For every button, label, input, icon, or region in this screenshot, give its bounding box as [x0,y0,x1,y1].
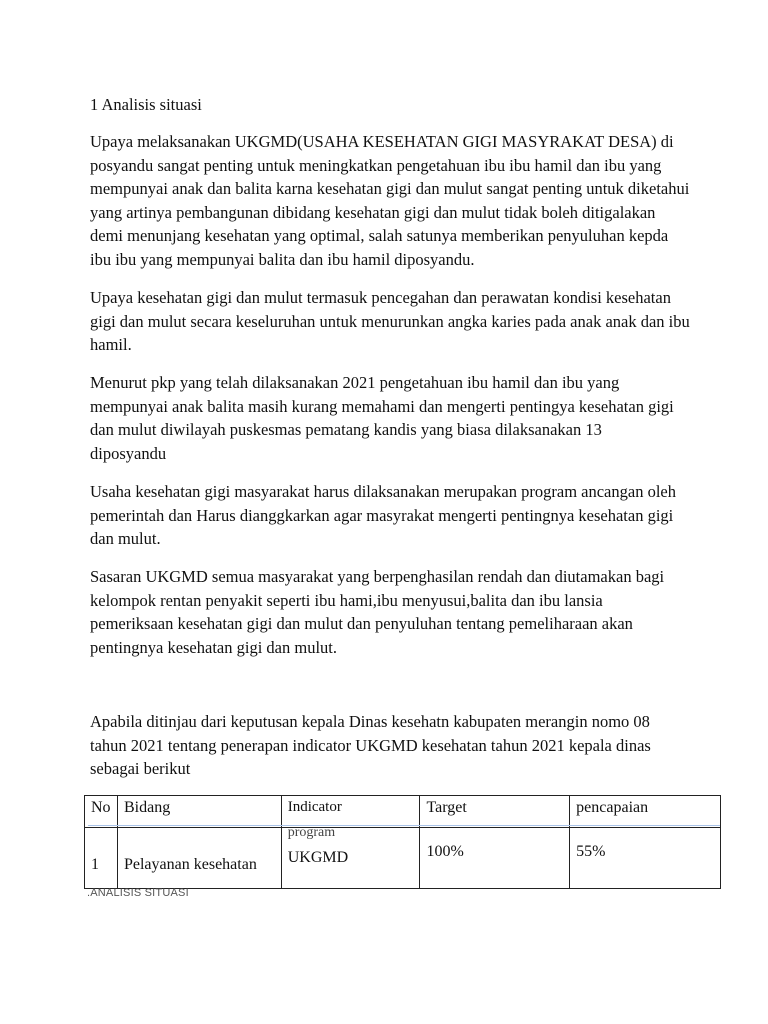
header-bidang: Bidang [117,796,281,828]
cell-target [420,828,570,889]
page-caption: .ANALISIS SITUASI [87,887,189,899]
paragraph-6: Apabila ditinjau dari keputusan kepala Dinas kesehatn kabupaten merangin nomo 08 tahun 2021 tentang penerapan indicator UKGMD kesehatan tahun 2021 kepala dinas sebagai berikut [90,712,651,778]
cell-pencapaian [570,828,721,889]
header-target: Target [420,796,570,828]
header-indicator [281,796,420,828]
header-no: No [85,796,118,828]
header-pencapaian: pencapaian [570,796,721,828]
paragraph-5: Sasaran UKGMD semua masyarakat yang berpenghasilan rendah dan diutamakan bagi kelompok rentan penyakit seperti ibu hami,ibu menyusui,balita dan ibu lansia pemeriksaan kesehatan gigi dan mulut dan penyuluhan tentang pemeliharaan akan pentingnya kesehatan gigi dan mulut. [90,567,665,657]
paragraph-3: Menurut pkp yang telah dilaksanakan 2021 pengetahuan ibu hamil dan ibu yang mempunyai anak balita masih kurang memahami dan mengerti pentingya kesehatan gigi dan mulut diwilayah puskesmas pematang kandis yang biasa dilaksanakan 13 diposyandu [90,373,674,463]
header-indicator-top: Indicator [287,799,342,815]
paragraph-4: Usaha kesehatan gigi masyarakat harus dilaksanakan merupakan program ancangan oleh pemerintah dan Harus dianggkarkan agar masyrakat mengerti pentingnya kesehatan gigi dan mulut. [90,482,676,548]
cell-no [85,828,118,889]
cell-indicator-value: UKGMD [287,849,349,866]
table-row [85,828,721,889]
cell-target-value: 100% [426,843,464,860]
cell-bidang [117,828,281,889]
cell-bidang-value: Pelayanan kesehatan [123,856,257,873]
paragraph-2: Upaya kesehatan gigi dan mulut termasuk pencegahan dan perawatan kondisi kesehatan gigi dan mulut secara keseluruhan untuk menurunkan angka karies pada anak anak dan ibu hamil. [90,288,690,354]
paragraph-1: Upaya melaksanakan UKGMD(USAHA KESEHATAN GIGI MASYRAKAT DESA) di posyandu sangat penting untuk meningkatkan pengetahuan ibu ibu hamil dan ibu yang mempunyai anak dan balita karna kesehatan gigi dan mulut sangat penting untuk diketahui yang artinya pembangunan dibidang kesehatan gigi dan mulut tidak boleh ditigalakan demi menunjang kesehatan yang optimal, salah satunya memberikan penyuluhan kepda ibu ibu yang mempunyai balita dan ibu hamil diposyandu. [90,132,690,269]
table-divider-line [88,825,720,826]
indicator-table [84,795,721,889]
cell-indicator [281,825,420,889]
cell-pencapaian-value: 55% [576,843,606,860]
cell-no-value: 1 [91,856,99,873]
section-heading: 1 Analisis situasi [90,95,202,114]
table-header-row [85,796,721,828]
header-indicator-bottom: program [287,825,336,840]
